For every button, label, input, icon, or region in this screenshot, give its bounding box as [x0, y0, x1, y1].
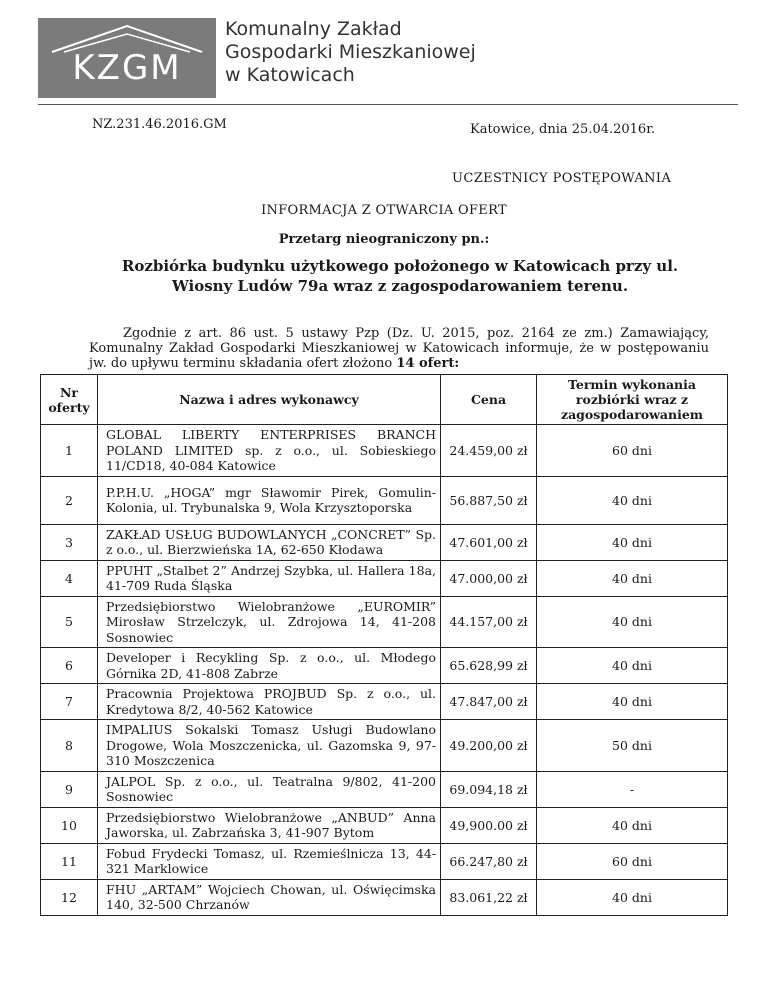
- cell-price: 47.601,00 zł: [441, 524, 537, 560]
- table-row: [41, 720, 728, 772]
- cell-price: 24.459,00 zł: [441, 425, 537, 477]
- header-divider: [38, 104, 738, 105]
- cell-price: 49,900.00 zł: [441, 807, 537, 843]
- cell-name: Przedsiębiorstwo Wielobranżowe „EUROMIR” Mirosław Strzelczyk, ul. Zdrojowa 14, 41-208 Sosnowiec: [98, 596, 441, 648]
- recipients: UCZESTNICY POSTĘPOWANIA: [452, 171, 672, 186]
- cell-price: 83.061,22 zł: [441, 879, 537, 915]
- table-row: [41, 879, 728, 915]
- cell-name: FHU „ARTAM” Wojciech Chowan, ul. Oświęcimska 140, 32-500 Chrzanów: [98, 879, 441, 915]
- header-term: Termin wykonania rozbiórki wraz z zagospodarowaniem: [537, 375, 728, 425]
- cell-term: -: [537, 771, 728, 807]
- cell-term: 40 dni: [537, 476, 728, 524]
- cell-term: 40 dni: [537, 684, 728, 720]
- cell-nr: 5: [41, 596, 98, 648]
- org-line: w Katowicach: [225, 64, 355, 86]
- cell-nr: 7: [41, 684, 98, 720]
- cell-price: 65.628,99 zł: [441, 648, 537, 684]
- cell-name: GLOBAL LIBERTY ENTERPRISES BRANCH POLAND LIMITED sp. z o.o., ul. Sobieskiego 11/CD18, 40-084 Katowice: [98, 425, 441, 477]
- cell-nr: 12: [41, 879, 98, 915]
- table-row: [41, 843, 728, 879]
- cell-price: 56.887,50 zł: [441, 476, 537, 524]
- org-line: Komunalny Zakład: [225, 18, 402, 40]
- cell-term: 40 dni: [537, 648, 728, 684]
- cell-nr: 3: [41, 524, 98, 560]
- document-date: Katowice, dnia 25.04.2016r.: [470, 122, 656, 137]
- organization-name: [225, 18, 476, 87]
- table-row: [41, 771, 728, 807]
- header-name: Nazwa i adres wykonawcy: [98, 375, 441, 425]
- cell-price: 47.000,00 zł: [441, 560, 537, 596]
- tender-subject: Rozbiórka budynku użytkowego położonego w Katowicach przy ul. Wiosny Ludów 79a wraz z zagospodarowaniem terenu.: [121, 257, 679, 295]
- cell-nr: 2: [41, 476, 98, 524]
- cell-name: ZAKŁAD USŁUG BUDOWLANYCH „CONCRET” Sp. z o.o., ul. Bierzwieńska 1A, 62-650 Kłodawa: [98, 524, 441, 560]
- cell-price: 47.847,00 zł: [441, 684, 537, 720]
- table-row: [41, 596, 728, 648]
- table-header-row: [41, 375, 728, 425]
- cell-price: 44.157,00 zł: [441, 596, 537, 648]
- table-row: [41, 560, 728, 596]
- org-line: Gospodarki Mieszkaniowej: [225, 41, 476, 63]
- logo-text: KZGM: [72, 48, 182, 88]
- cell-term: 40 dni: [537, 879, 728, 915]
- cell-name: Fobud Frydecki Tomasz, ul. Rzemieślnicza 13, 44-321 Marklowice: [98, 843, 441, 879]
- kzgm-logo: [38, 18, 216, 98]
- cell-name: IMPALIUS Sokalski Tomasz Usługi Budowlano Drogowe, Wola Moszczenicka, ul. Gazomska 9, 97-310 Moszczenica: [98, 720, 441, 772]
- table-row: [41, 476, 728, 524]
- reference-number: NZ.231.46.2016.GM: [92, 117, 227, 132]
- cell-term: 50 dni: [537, 720, 728, 772]
- table-row: [41, 684, 728, 720]
- document-title: INFORMACJA Z OTWARCIA OFERT: [261, 203, 507, 218]
- offers-table: [40, 374, 728, 916]
- offer-count: 14 ofert:: [396, 356, 460, 371]
- header-price: Cena: [441, 375, 537, 425]
- cell-name: Developer i Recykling Sp. z o.o., ul. Młodego Górnika 2D, 41-808 Zabrze: [98, 648, 441, 684]
- cell-term: 40 dni: [537, 807, 728, 843]
- table-row: [41, 807, 728, 843]
- cell-term: 40 dni: [537, 596, 728, 648]
- header-nr: Nr oferty: [41, 375, 98, 425]
- cell-nr: 9: [41, 771, 98, 807]
- intro-text: Zgodnie z art. 86 ust. 5 ustawy Pzp (Dz. U. 2015, poz. 2164 ze zm.) Zamawiający, Komunalny Zakład Gospodarki Mieszkaniowej w Katowicach informuje, że w postępowaniu jw. do upływu terminu składania ofert złożono: [89, 326, 709, 371]
- cell-price: 69.094,18 zł: [441, 771, 537, 807]
- intro-paragraph: [89, 326, 709, 371]
- cell-nr: 6: [41, 648, 98, 684]
- cell-nr: 11: [41, 843, 98, 879]
- cell-nr: 10: [41, 807, 98, 843]
- table-row: [41, 648, 728, 684]
- tender-type: Przetarg nieograniczony pn.:: [278, 232, 490, 247]
- cell-name: Przedsiębiorstwo Wielobranżowe „ANBUD” Anna Jaworska, ul. Zabrzańska 3, 41-907 Bytom: [98, 807, 441, 843]
- cell-term: 60 dni: [537, 425, 728, 477]
- cell-term: 40 dni: [537, 524, 728, 560]
- cell-term: 40 dni: [537, 560, 728, 596]
- cell-name: P.P.H.U. „HOGA” mgr Sławomir Pirek, Gomulin-Kolonia, ul. Trybunalska 9, Wola Krzysztoporska: [98, 476, 441, 524]
- cell-price: 49.200,00 zł: [441, 720, 537, 772]
- cell-price: 66.247,80 zł: [441, 843, 537, 879]
- cell-nr: 1: [41, 425, 98, 477]
- table-row: [41, 524, 728, 560]
- cell-nr: 4: [41, 560, 98, 596]
- cell-name: JALPOL Sp. z o.o., ul. Teatralna 9/802, 41-200 Sosnowiec: [98, 771, 441, 807]
- cell-name: PPUHT „Stalbet 2” Andrzej Szybka, ul. Hallera 18a, 41-709 Ruda Śląska: [98, 560, 441, 596]
- cell-name: Pracownia Projektowa PROJBUD Sp. z o.o., ul. Kredytowa 8/2, 40-562 Katowice: [98, 684, 441, 720]
- cell-term: 60 dni: [537, 843, 728, 879]
- table-row: [41, 425, 728, 477]
- cell-nr: 8: [41, 720, 98, 772]
